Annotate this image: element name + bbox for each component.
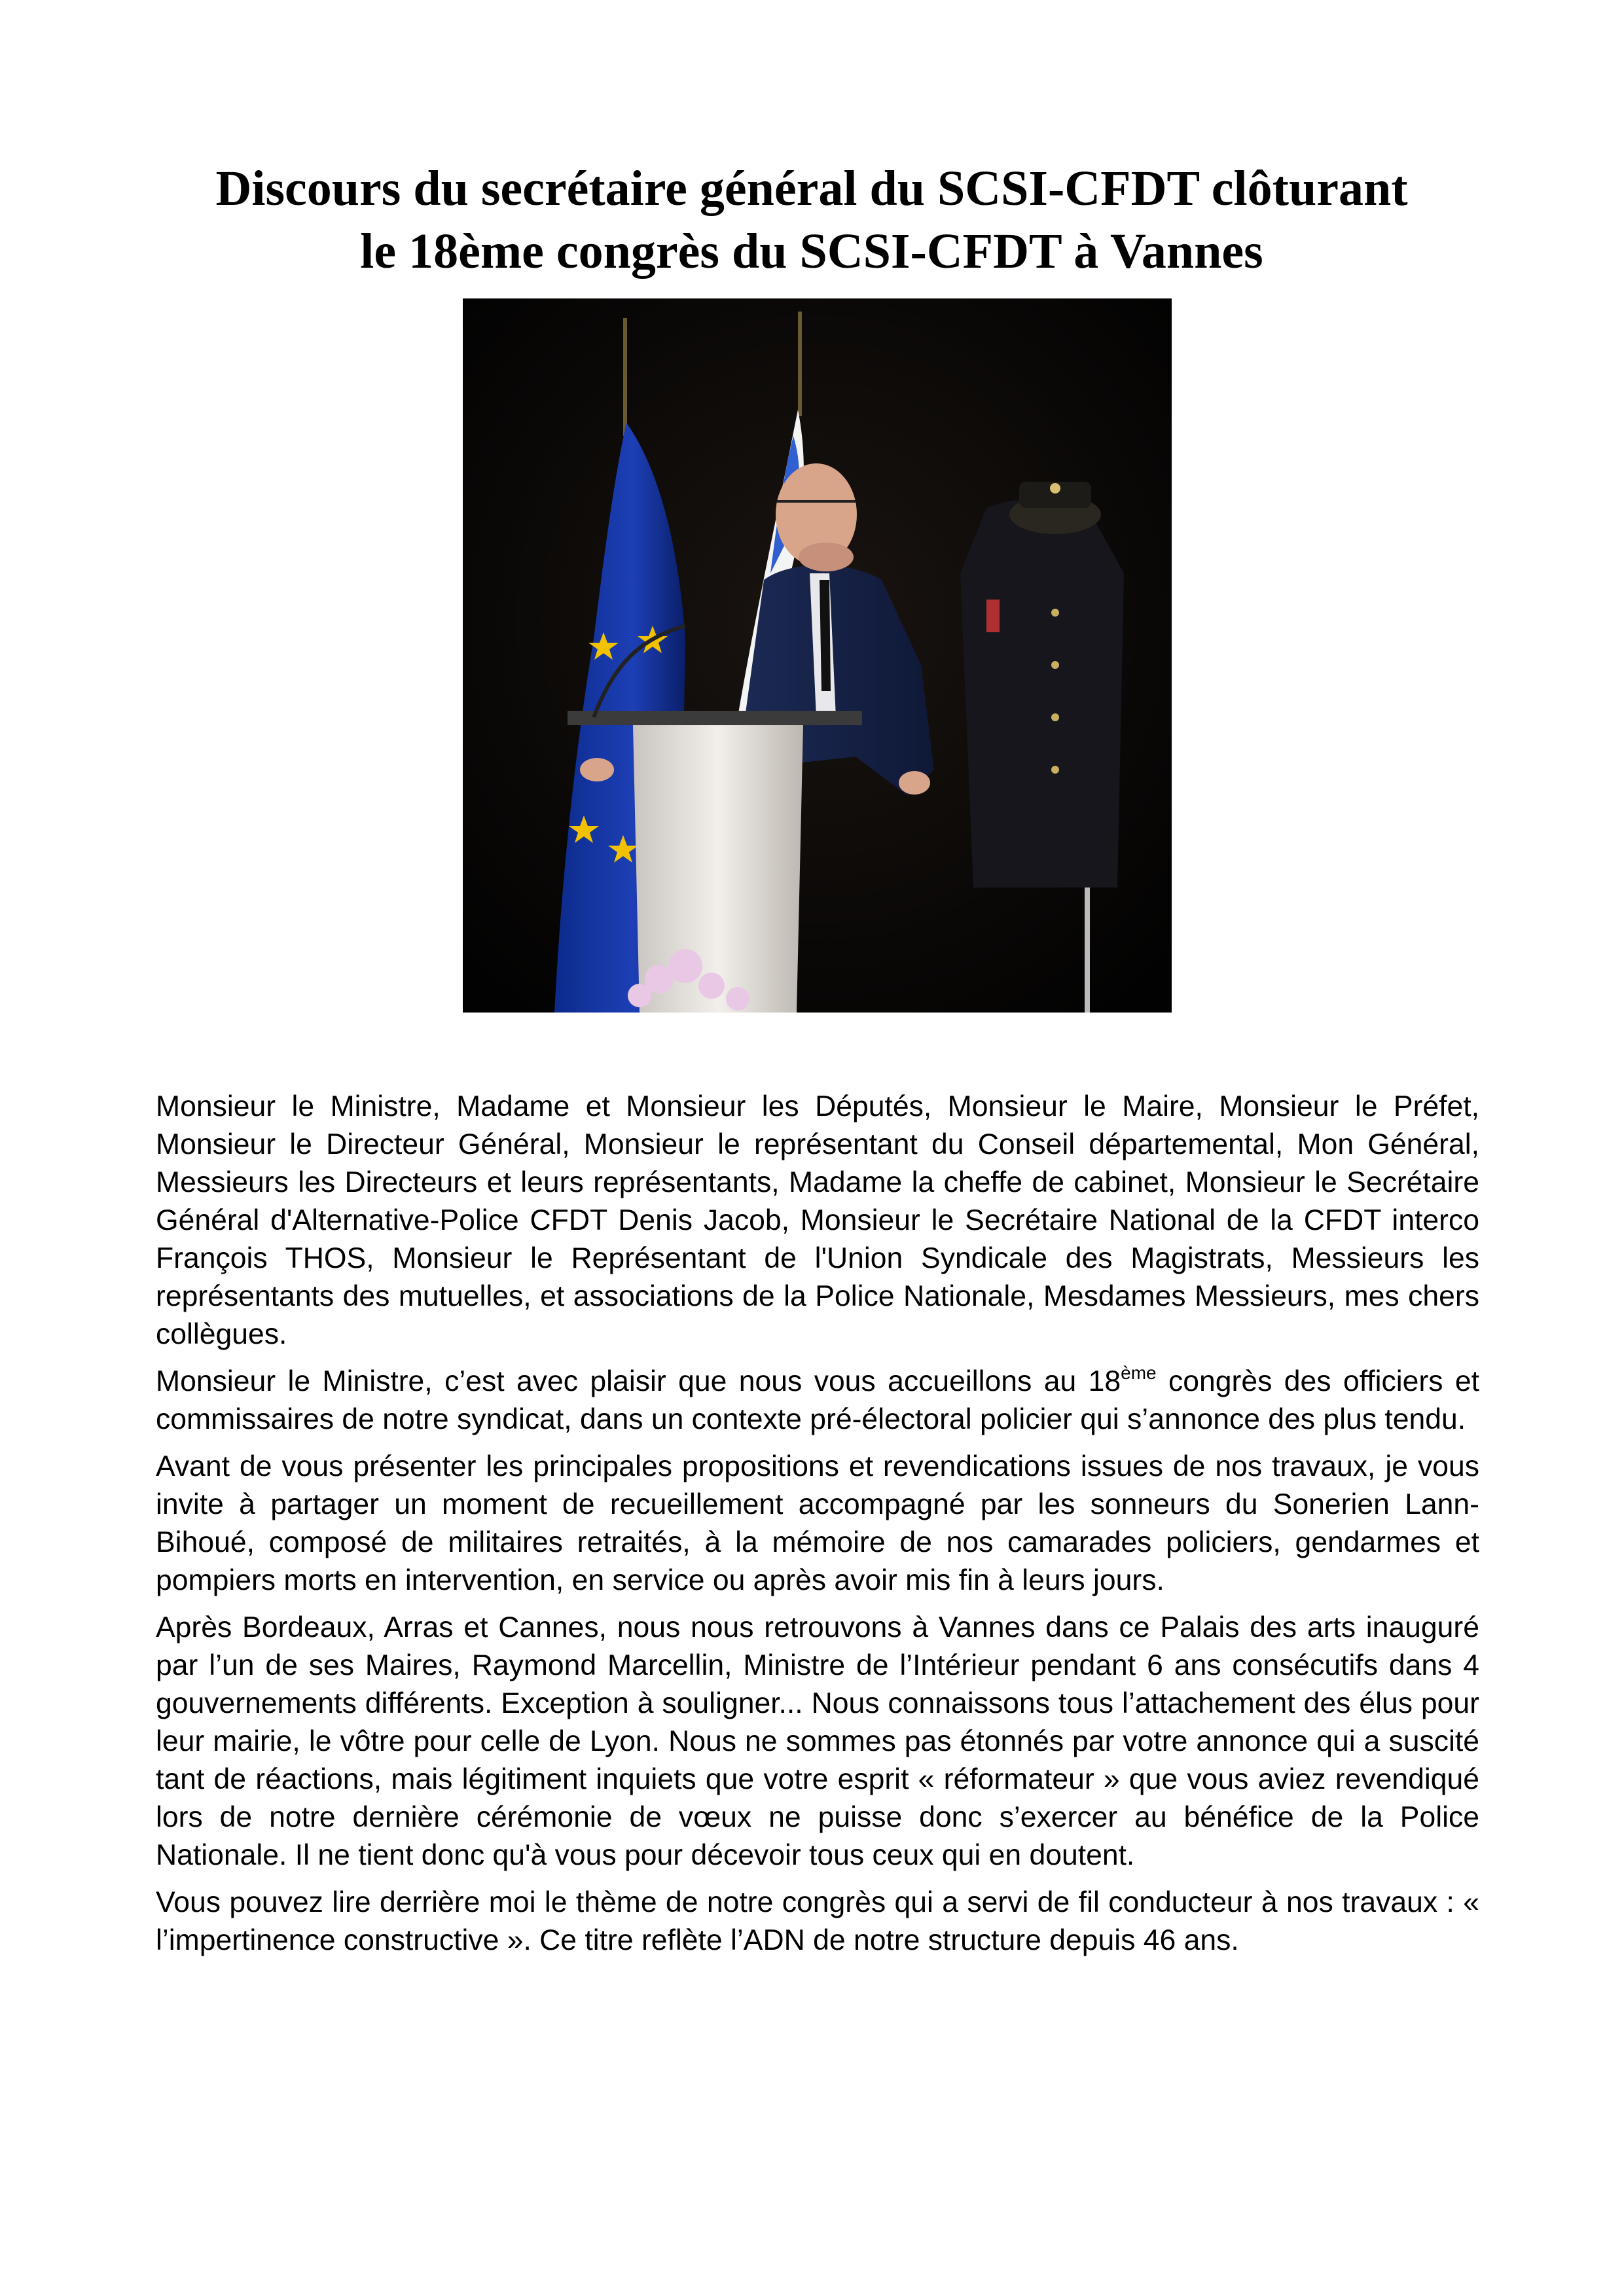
page-title [131, 157, 1492, 283]
paragraph-5: Vous pouvez lire derrière moi le thème de notre congrès qui a servi de fil conducteur à nos travaux : « l’impertinence constructive ». Ce titre reflète l’ADN de notre structure depuis 46 ans. [156, 1886, 1479, 1956]
speaker-at-podium-photo-icon [463, 298, 1172, 1013]
title-line-2: le 18ème congrès du SCSI-CFDT à Vannes [360, 224, 1263, 279]
speaker-photo [463, 298, 1172, 1013]
paragraph-2 [156, 1363, 1479, 1439]
paragraph-3: Avant de vous présenter les principales propositions et revendications issues de nos travaux, je vous invite à partager un moment de recueillement accompagné par les sonneurs du Sonerien Lann-Bihoué, composé de militaires retraités, à la mémoire de nos camarades policiers, gendarmes et pompiers morts en intervention, en service ou après avoir mis fin à leurs jours. [156, 1450, 1479, 1596]
paragraph-2-start: Monsieur le Ministre, c’est avec plaisir que nous vous accueillons au 18 [156, 1365, 1121, 1397]
speech-body [156, 1088, 1479, 1969]
paragraph-1: Monsieur le Ministre, Madame et Monsieur les Députés, Monsieur le Maire, Monsieur le Préfet, Monsieur le Directeur Général, Monsieur le représentant du Conseil départemental, Mon Général, Messieurs les Directeurs et leurs représentants, Madame la cheffe de cabinet, Monsieur le Secrétaire Général d'Alternative-Police CFDT Denis Jacob, Monsieur le Secrétaire National de la CFDT interco François THOS, Monsieur le Représentant de l'Union Syndicale des Magistrats, Messieurs les représentants des mutuelles, et associations de la Police Nationale, Mesdames Messieurs, mes chers collègues. [156, 1090, 1479, 1350]
paragraph-4: Après Bordeaux, Arras et Cannes, nous nous retrouvons à Vannes dans ce Palais des arts inauguré par l’un de ses Maires, Raymond Marcellin, Ministre de l’Intérieur pendant 6 ans consécutifs dans 4 gouvernements différents. Exception à souligner... Nous connaissons tous l’attachement des élus pour leur mairie, le vôtre pour celle de Lyon. Nous ne sommes pas étonnés par votre annonce qui a suscité tant de réactions, mais légitiment inquiets que votre esprit « réformateur » que vous aviez revendiqué lors de notre dernière cérémonie de vœux ne puisse donc s’exercer au bénéfice de la Police Nationale. Il ne tient donc qu'à vous pour décevoir tous ceux qui en doutent. [156, 1611, 1479, 1871]
title-line-1: Discours du secrétaire général du SCSI-CFDT clôturant [215, 161, 1408, 216]
paragraph-2-superscript: ème [1121, 1363, 1157, 1383]
paragraph-2-end: congrès des officiers et commissaires de notre syndicat, dans un contexte pré-électoral policier qui s’annonce des plus tendu. [156, 1365, 1479, 1435]
